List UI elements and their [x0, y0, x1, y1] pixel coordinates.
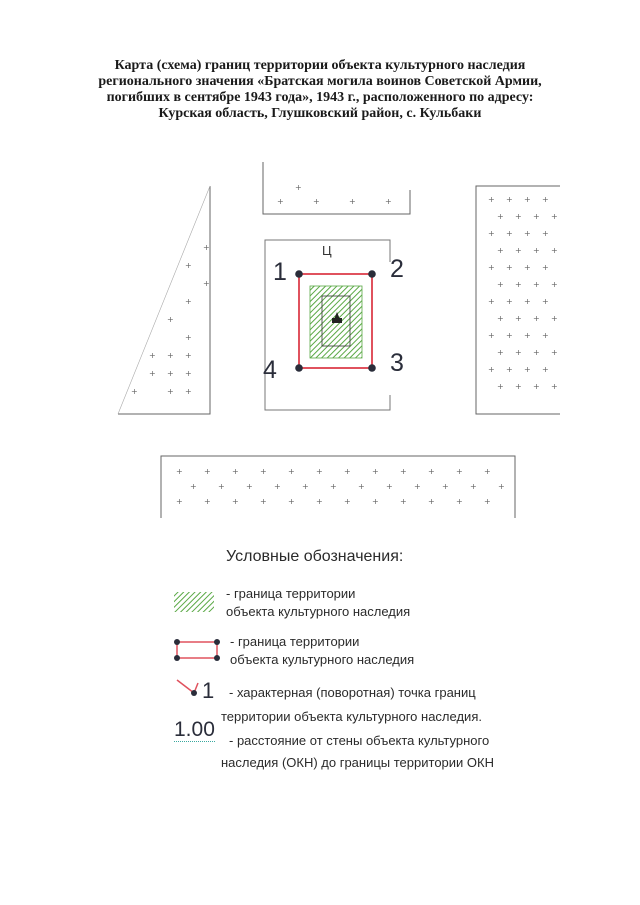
- legend-item-distance-line2: наследия (ОКН) до границы территории ОКН: [221, 755, 494, 770]
- vertex-2: [368, 270, 376, 278]
- plus-mark: +: [232, 467, 239, 476]
- plus-mark: +: [524, 229, 531, 238]
- vertex-1: [295, 270, 303, 278]
- plus-mark: +: [506, 297, 513, 306]
- boundary-line-icon: [177, 642, 217, 658]
- plus-mark: +: [260, 467, 267, 476]
- plus-mark: +: [277, 197, 284, 206]
- plus-mark: +: [428, 467, 435, 476]
- plus-mark: +: [372, 497, 379, 506]
- hatched-area-icon: [174, 592, 214, 612]
- plus-mark: +: [524, 195, 531, 204]
- plus-mark: +: [484, 467, 491, 476]
- monument-base: [332, 318, 342, 323]
- plus-mark: +: [442, 482, 449, 491]
- plus-mark: +: [372, 467, 379, 476]
- plus-mark: +: [506, 331, 513, 340]
- plus-mark: +: [400, 497, 407, 506]
- title-line-4: Курская область, Глушковский район, с. Кульбаки: [158, 106, 482, 121]
- plus-mark: +: [288, 467, 295, 476]
- vertex-3: [368, 364, 376, 372]
- bottom-block-crosses: [176, 467, 505, 506]
- plus-mark: +: [185, 387, 192, 396]
- legend-item-hatched: [226, 585, 410, 621]
- plus-mark: +: [488, 263, 495, 272]
- plus-mark: +: [316, 467, 323, 476]
- plus-mark: +: [484, 497, 491, 506]
- plus-mark: +: [542, 331, 549, 340]
- plus-mark: +: [506, 365, 513, 374]
- plus-mark: +: [204, 467, 211, 476]
- plus-mark: +: [232, 497, 239, 506]
- plus-mark: +: [488, 365, 495, 374]
- title-line-2: регионального значения «Братская могила воинов Советской Армии,: [98, 74, 542, 89]
- plus-mark: +: [533, 212, 540, 221]
- plus-mark: +: [288, 497, 295, 506]
- plus-mark: +: [185, 297, 192, 306]
- plus-mark: +: [414, 482, 421, 491]
- plus-mark: +: [533, 382, 540, 391]
- plus-mark: +: [551, 382, 558, 391]
- plus-mark: +: [302, 482, 309, 491]
- plus-mark: +: [456, 497, 463, 506]
- plus-mark: +: [246, 482, 253, 491]
- legend-title: Условные обозначения:: [226, 548, 404, 565]
- plus-mark: +: [295, 183, 302, 192]
- plus-mark: +: [385, 197, 392, 206]
- plus-mark: +: [344, 497, 351, 506]
- plus-mark: +: [533, 348, 540, 357]
- plus-mark: +: [497, 314, 504, 323]
- plus-mark: +: [542, 263, 549, 272]
- title-line-1: Карта (схема) границ территории объекта культурного наследия: [114, 58, 526, 73]
- plus-mark: +: [185, 261, 192, 270]
- legend-item-boundary-line1: - граница территории: [230, 634, 360, 649]
- top-block: [263, 162, 410, 214]
- legend-item-turning-point: [221, 681, 482, 729]
- plus-mark: +: [542, 195, 549, 204]
- plus-mark: +: [515, 382, 522, 391]
- plus-mark: +: [344, 467, 351, 476]
- legend-item-turning-line2: территории объекта культурного наследия.: [221, 709, 482, 724]
- plus-mark: +: [176, 497, 183, 506]
- plus-mark: +: [190, 482, 197, 491]
- legend-item-distance-line1: - расстояние от стены объекта культурного: [229, 733, 490, 748]
- plus-mark: +: [274, 482, 281, 491]
- plus-mark: +: [551, 348, 558, 357]
- plus-mark: +: [497, 382, 504, 391]
- plus-mark: +: [185, 369, 192, 378]
- plus-mark: +: [167, 387, 174, 396]
- right-block-crosses: [488, 195, 558, 391]
- distance-symbol: 1.00: [174, 718, 215, 741]
- plus-mark: +: [488, 195, 495, 204]
- plus-mark: +: [218, 482, 225, 491]
- plus-mark: +: [542, 365, 549, 374]
- title-line-3: погибших в сентябре 1943 года», 1943 г., расположенного по адресу:: [106, 90, 534, 105]
- plus-mark: +: [551, 246, 558, 255]
- plus-mark: +: [497, 348, 504, 357]
- plus-mark: +: [515, 212, 522, 221]
- plus-mark: +: [551, 212, 558, 221]
- plus-mark: +: [260, 497, 267, 506]
- right-block: [476, 186, 560, 414]
- plus-mark: +: [203, 279, 210, 288]
- plus-mark: +: [349, 197, 356, 206]
- legend-symbols: [174, 592, 220, 703]
- plus-mark: +: [551, 280, 558, 289]
- left-block: [118, 186, 210, 414]
- legend-item-boundary-line2: объекта культурного наследия: [230, 652, 415, 667]
- legend-item-turning-line1: - характерная (поворотная) точка границ: [229, 685, 476, 700]
- plus-mark: +: [542, 297, 549, 306]
- plus-mark: +: [533, 280, 540, 289]
- legend-item-hatched-line2: объекта культурного наследия: [226, 604, 411, 619]
- plus-mark: +: [167, 351, 174, 360]
- plus-mark: +: [497, 246, 504, 255]
- legend-item-hatched-line1: - граница территории: [226, 586, 356, 601]
- point-label-4: 4: [263, 356, 277, 384]
- plus-mark: +: [488, 297, 495, 306]
- plus-mark: +: [551, 314, 558, 323]
- plus-mark: +: [488, 331, 495, 340]
- plus-mark: +: [497, 212, 504, 221]
- plus-mark: +: [506, 263, 513, 272]
- plus-mark: +: [204, 497, 211, 506]
- plus-mark: +: [167, 315, 174, 324]
- bottom-block: [161, 456, 515, 518]
- plus-mark: +: [533, 246, 540, 255]
- plus-mark: +: [176, 467, 183, 476]
- plus-mark: +: [313, 197, 320, 206]
- point-label-1: 1: [273, 258, 287, 286]
- plus-mark: +: [515, 348, 522, 357]
- plus-mark: +: [515, 246, 522, 255]
- plus-mark: +: [497, 280, 504, 289]
- plus-mark: +: [506, 195, 513, 204]
- plus-mark: +: [524, 365, 531, 374]
- plus-mark: +: [524, 331, 531, 340]
- turning-point-symbol: 1: [202, 678, 215, 703]
- plus-mark: +: [498, 482, 505, 491]
- center-label: Ц: [322, 243, 332, 258]
- plus-mark: +: [506, 229, 513, 238]
- point-label-2: 2: [390, 255, 404, 283]
- legend-item-distance: [221, 730, 494, 774]
- plus-mark: +: [524, 297, 531, 306]
- plus-mark: +: [515, 280, 522, 289]
- heritage-territory: [310, 286, 362, 358]
- plus-mark: +: [330, 482, 337, 491]
- vertex-4: [295, 364, 303, 372]
- plus-mark: +: [203, 243, 210, 252]
- plus-mark: +: [149, 369, 156, 378]
- plus-mark: +: [131, 387, 138, 396]
- plus-mark: +: [316, 497, 323, 506]
- plus-mark: +: [358, 482, 365, 491]
- plus-mark: +: [533, 314, 540, 323]
- plus-mark: +: [488, 229, 495, 238]
- top-block-crosses: [277, 183, 392, 206]
- plus-mark: +: [515, 314, 522, 323]
- plus-mark: +: [167, 369, 174, 378]
- legend-item-boundary: [230, 633, 414, 669]
- plus-mark: +: [470, 482, 477, 491]
- plus-mark: +: [400, 467, 407, 476]
- plus-mark: +: [524, 263, 531, 272]
- plus-mark: +: [542, 229, 549, 238]
- left-block-crosses: [131, 243, 210, 396]
- plus-mark: +: [149, 351, 156, 360]
- plus-mark: +: [185, 351, 192, 360]
- plus-mark: +: [456, 467, 463, 476]
- plus-mark: +: [185, 333, 192, 342]
- plus-mark: +: [428, 497, 435, 506]
- turning-point-icon: [177, 678, 214, 703]
- plus-mark: +: [386, 482, 393, 491]
- point-label-3: 3: [390, 349, 404, 377]
